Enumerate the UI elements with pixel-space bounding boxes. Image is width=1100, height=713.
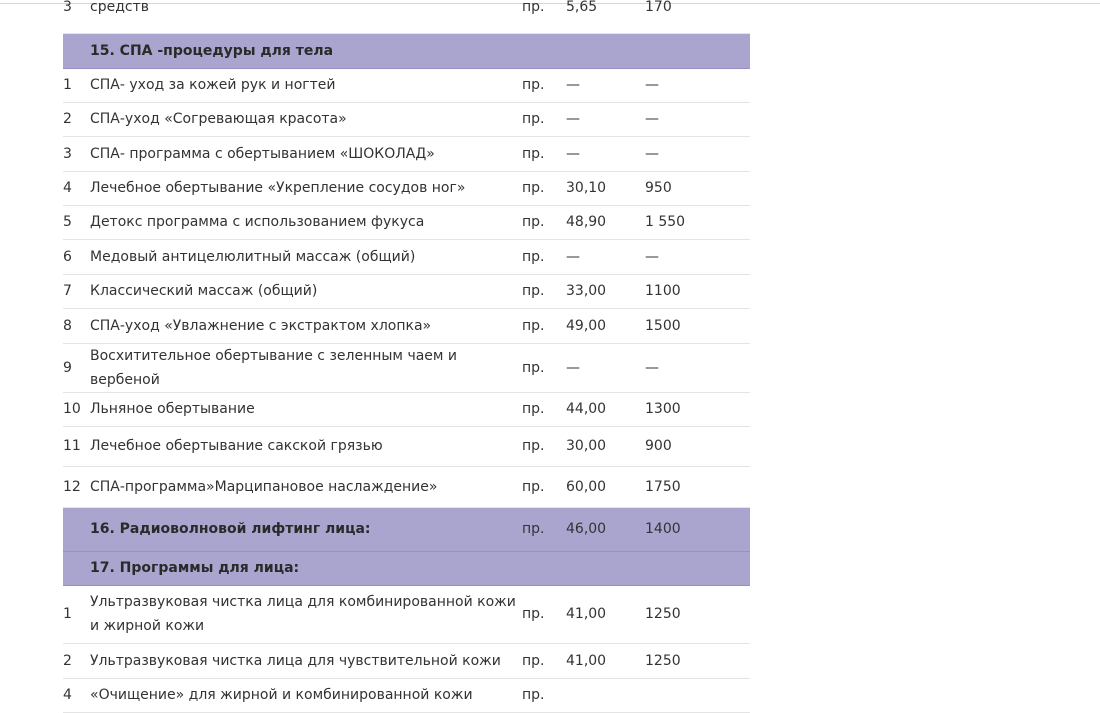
- unit-label: [522, 33, 566, 68]
- price-value: 1250: [645, 643, 750, 678]
- unit-label: [522, 551, 566, 585]
- price-value: 1750: [645, 466, 750, 507]
- table-row: [63, 343, 750, 392]
- row-number: 8: [63, 308, 90, 343]
- table-row: [63, 643, 750, 678]
- unit-label: пр.: [522, 678, 566, 712]
- row-number: 7: [63, 274, 90, 308]
- price-rub: 33,00: [566, 274, 645, 308]
- table-row: [63, 392, 750, 426]
- row-number: 9: [63, 343, 90, 392]
- table-row: [63, 136, 750, 171]
- service-name: СПА- программа с обертыванием «ШОКОЛАД»: [90, 136, 522, 171]
- service-name: Ультразвуковая чистка лица для чувствительной кожи: [90, 643, 522, 678]
- row-number: 1: [63, 68, 90, 102]
- row-number: 11: [63, 426, 90, 466]
- unit-label: пр.: [522, 507, 566, 551]
- table-row: [63, 466, 750, 507]
- price-rub: —: [566, 102, 645, 136]
- price-value: 950: [645, 171, 750, 205]
- price-rub: —: [566, 239, 645, 274]
- price-value: [645, 678, 750, 712]
- price-rub: 46,00: [566, 507, 645, 551]
- section-row: [63, 507, 750, 551]
- price-value: [645, 33, 750, 68]
- unit-label: пр.: [522, 343, 566, 392]
- row-number: [63, 33, 90, 68]
- row-number: 6: [63, 239, 90, 274]
- service-name: Льняное обертывание: [90, 392, 522, 426]
- price-value: —: [645, 102, 750, 136]
- service-name: Медовый антицелюлитный массаж (общий): [90, 239, 522, 274]
- service-name: «Очищение» для жирной и комбинированной кожи: [90, 678, 522, 712]
- price-value: 1400: [645, 507, 750, 551]
- price-value: 170: [645, 0, 750, 33]
- table-row: [63, 205, 750, 239]
- price-value: —: [645, 136, 750, 171]
- price-value: 900: [645, 426, 750, 466]
- section-row: [63, 33, 750, 68]
- row-number: 4: [63, 678, 90, 712]
- price-rub: 30,10: [566, 171, 645, 205]
- unit-label: пр.: [522, 239, 566, 274]
- table-row: [63, 678, 750, 712]
- price-table-body: [63, 0, 750, 712]
- service-name: СПА-уход «Согревающая красота»: [90, 102, 522, 136]
- section-row: [63, 551, 750, 585]
- unit-label: пр.: [522, 171, 566, 205]
- table-row: [63, 308, 750, 343]
- price-value: —: [645, 239, 750, 274]
- row-number: 3: [63, 136, 90, 171]
- price-rub: [566, 551, 645, 585]
- price-rub: 48,90: [566, 205, 645, 239]
- unit-label: пр.: [522, 643, 566, 678]
- service-name: СПА- уход за кожей рук и ногтей: [90, 68, 522, 102]
- price-value: 1 550: [645, 205, 750, 239]
- price-rub: 5,65: [566, 0, 645, 33]
- unit-label: пр.: [522, 274, 566, 308]
- price-value: 1300: [645, 392, 750, 426]
- row-number: 3: [63, 0, 90, 33]
- price-rub: 60,00: [566, 466, 645, 507]
- price-value: 1100: [645, 274, 750, 308]
- unit-label: пр.: [522, 0, 566, 33]
- service-name: Лечебное обертывание «Укрепление сосудов ног»: [90, 171, 522, 205]
- row-number: 4: [63, 171, 90, 205]
- row-number: 2: [63, 102, 90, 136]
- unit-label: пр.: [522, 205, 566, 239]
- price-value: 1500: [645, 308, 750, 343]
- unit-label: пр.: [522, 136, 566, 171]
- service-name: 17. Программы для лица:: [90, 551, 522, 585]
- row-number: 1: [63, 585, 90, 643]
- price-rub: [566, 33, 645, 68]
- unit-label: пр.: [522, 68, 566, 102]
- row-number: 12: [63, 466, 90, 507]
- price-rub: —: [566, 68, 645, 102]
- unit-label: пр.: [522, 392, 566, 426]
- service-name: Классический массаж (общий): [90, 274, 522, 308]
- table-row: [63, 0, 750, 33]
- unit-label: пр.: [522, 585, 566, 643]
- unit-label: пр.: [522, 308, 566, 343]
- table-row: [63, 585, 750, 643]
- price-value: —: [645, 68, 750, 102]
- price-rub: 44,00: [566, 392, 645, 426]
- table-row: [63, 426, 750, 466]
- table-row: [63, 102, 750, 136]
- service-name: Лечебное обертывание сакской грязью: [90, 426, 522, 466]
- unit-label: пр.: [522, 466, 566, 507]
- unit-label: пр.: [522, 102, 566, 136]
- service-name: СПА-уход «Увлажнение с экстрактом хлопка»: [90, 308, 522, 343]
- price-value: [645, 551, 750, 585]
- row-number: [63, 507, 90, 551]
- price-rub: 41,00: [566, 585, 645, 643]
- price-table: [63, 0, 750, 713]
- table-row: [63, 274, 750, 308]
- row-number: 10: [63, 392, 90, 426]
- price-rub: —: [566, 343, 645, 392]
- table-row: [63, 68, 750, 102]
- service-name: 16. Радиоволновой лифтинг лица:: [90, 507, 522, 551]
- service-name: средств: [90, 0, 522, 33]
- row-number: 2: [63, 643, 90, 678]
- table-row: [63, 239, 750, 274]
- price-value: 1250: [645, 585, 750, 643]
- row-number: 5: [63, 205, 90, 239]
- service-name: Ультразвуковая чистка лица для комбинированной кожи и жирной кожи: [90, 585, 522, 643]
- price-rub: 41,00: [566, 643, 645, 678]
- price-rub: 49,00: [566, 308, 645, 343]
- service-name: 15. СПА -процедуры для тела: [90, 33, 522, 68]
- price-value: —: [645, 343, 750, 392]
- service-name: СПА-программа»Марципановое наслаждение»: [90, 466, 522, 507]
- price-rub: —: [566, 136, 645, 171]
- price-rub: 30,00: [566, 426, 645, 466]
- unit-label: пр.: [522, 426, 566, 466]
- table-row: [63, 171, 750, 205]
- price-rub: [566, 678, 645, 712]
- service-name: Восхитительное обертывание с зеленным чаем и вербеной: [90, 343, 522, 392]
- service-name: Детокс программа с использованием фукуса: [90, 205, 522, 239]
- row-number: [63, 551, 90, 585]
